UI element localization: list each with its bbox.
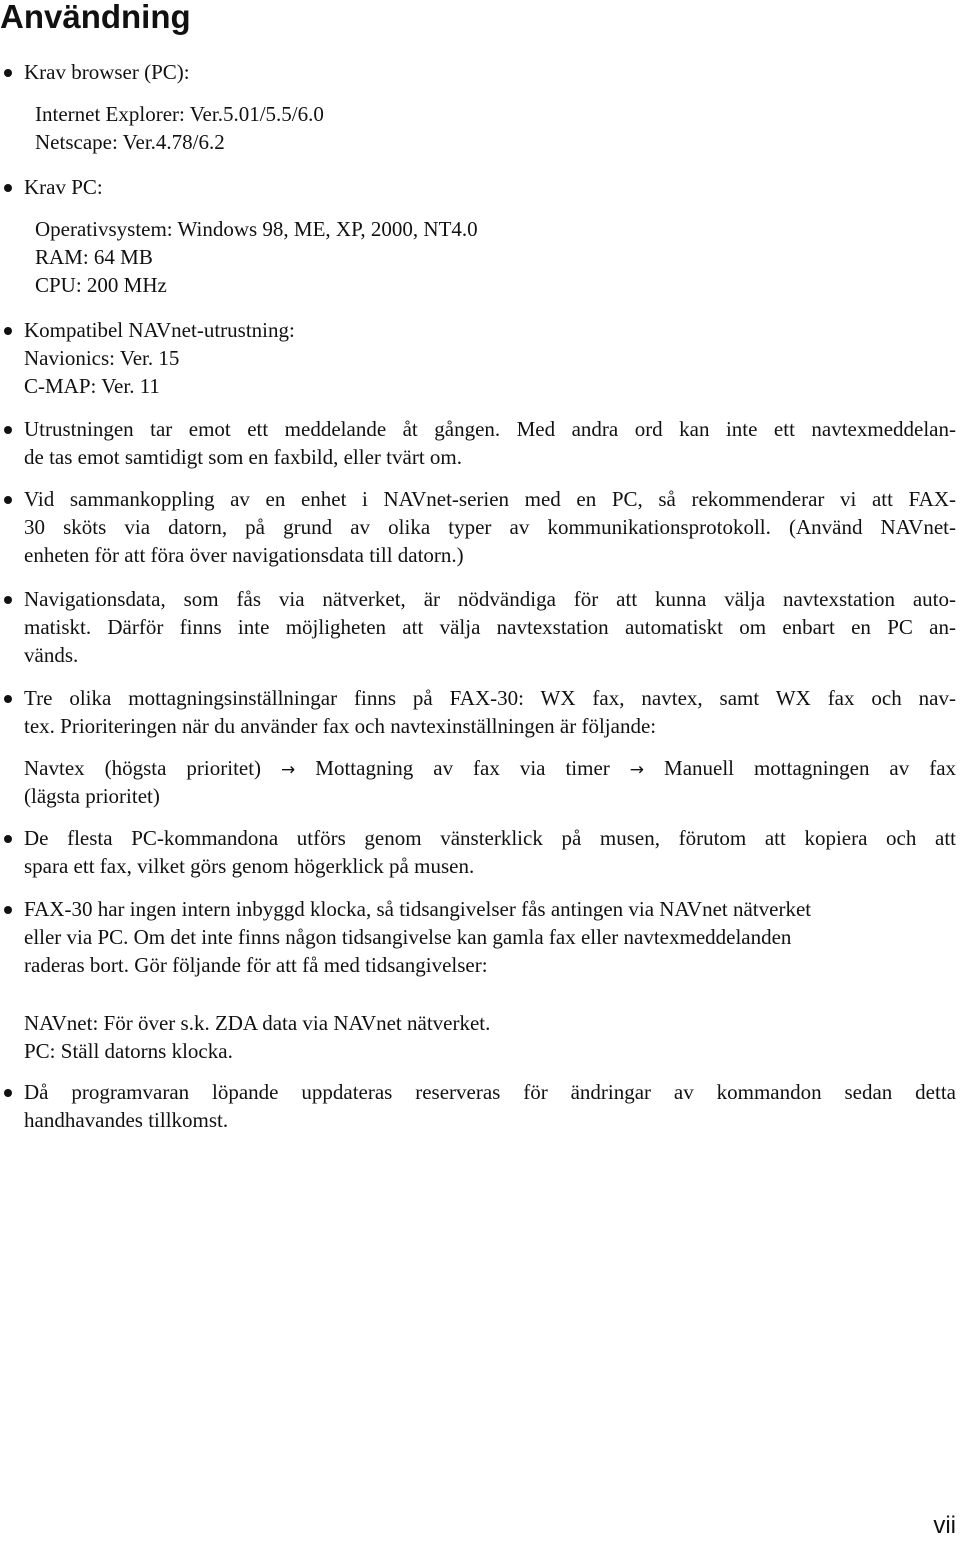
navdata-line: matiskt. Därför finns inte möjligheten att välja navtexstation automatiskt om enbart en PC an- [24, 615, 956, 639]
arrow-right-icon: → [281, 760, 296, 780]
pc-requirements-label: Krav PC: [24, 175, 103, 199]
priority-manual: Manuell mottagningen av fax [664, 756, 957, 780]
browser-netscape: Netscape: Ver.4.78/6.2 [35, 130, 225, 154]
bullet [4, 327, 12, 335]
clock-pc: PC: Ställ datorns klocka. [24, 1039, 233, 1063]
pc-ram: RAM: 64 MB [35, 245, 153, 269]
settings-line: tex. Prioriteringen när du använder fax och navtexinställningen är följande: [24, 714, 657, 738]
clock-line: raderas bort. Gör följande för att få med tidsangivelser: [24, 953, 488, 977]
reservation-line: handhavandes tillkomst. [24, 1108, 229, 1132]
navdata-line: vänds. [24, 643, 79, 667]
browser-ie: Internet Explorer: Ver.5.01/5.5/6.0 [35, 102, 324, 126]
messages-line: Utrustningen tar emot ett meddelande åt gången. Med andra ord kan inte ett navtexmeddelan- [24, 417, 956, 441]
settings-line: Tre olika mottagningsinställningar finns på FAX-30: WX fax, navtex, samt WX fax och nav- [24, 686, 956, 710]
arrow-right-icon: → [629, 760, 645, 780]
priority-highest: Navtex (högsta prioritet) [24, 756, 262, 780]
bullet [4, 1089, 12, 1097]
commands-line: De flesta PC-kommandona utförs genom vänsterklick på musen, förutom att kopiera och att [24, 826, 956, 850]
priority-lowest: (lägsta prioritet) [24, 784, 160, 808]
priority-timer: Mottagning av fax via timer [315, 756, 610, 780]
browser-requirements-label: Krav browser (PC): [24, 60, 190, 84]
navdata-line: Navigationsdata, som fås via nätverket, är nödvändiga för att kunna välja navtexstation auto- [24, 587, 956, 611]
page-number: vii [933, 1512, 956, 1539]
compat-cmap: C-MAP: Ver. 11 [24, 374, 160, 398]
messages-line: de tas emot samtidigt som en faxbild, eller tvärt om. [24, 445, 462, 469]
pc-link-line: Vid sammankoppling av en enhet i NAVnet-serien med en PC, så rekommenderar vi att FAX- [24, 487, 956, 511]
bullet [4, 596, 12, 604]
bullet [4, 906, 12, 914]
clock-line: FAX-30 har ingen intern inbyggd klocka, så tidsangivelser fås antingen via NAVnet nätverket [24, 897, 812, 921]
compat-navionics: Navionics: Ver. 15 [24, 346, 180, 370]
bullet [4, 426, 12, 434]
clock-navnet: NAVnet: För över s.k. ZDA data via NAVnet nätverket. [24, 1011, 491, 1035]
bullet [4, 496, 12, 504]
pc-link-line: enheten för att föra över navigationsdata till datorn.) [24, 543, 464, 567]
compat-label: Kompatibel NAVnet-utrustning: [24, 318, 295, 342]
bullet [4, 835, 12, 843]
page-title: Användning [0, 0, 191, 35]
bullet [4, 695, 12, 703]
pc-link-line: 30 sköts via datorn, på grund av olika typer av kommunikationsprotokoll. (Använd NAVnet- [24, 515, 956, 539]
bullet [4, 184, 12, 192]
priority-order [24, 754, 956, 784]
commands-line: spara ett fax, vilket görs genom högerklick på musen. [24, 854, 475, 878]
bullet [4, 69, 12, 77]
pc-cpu: CPU: 200 MHz [35, 273, 167, 297]
reservation-line: Då programvaran löpande uppdateras reserveras för ändringar av kommandon sedan detta [24, 1080, 956, 1104]
clock-line: eller via PC. Om det inte finns någon tidsangivelse kan gamla fax eller navtexmeddelanden [24, 925, 792, 949]
pc-os: Operativsystem: Windows 98, ME, XP, 2000, NT4.0 [35, 217, 478, 241]
